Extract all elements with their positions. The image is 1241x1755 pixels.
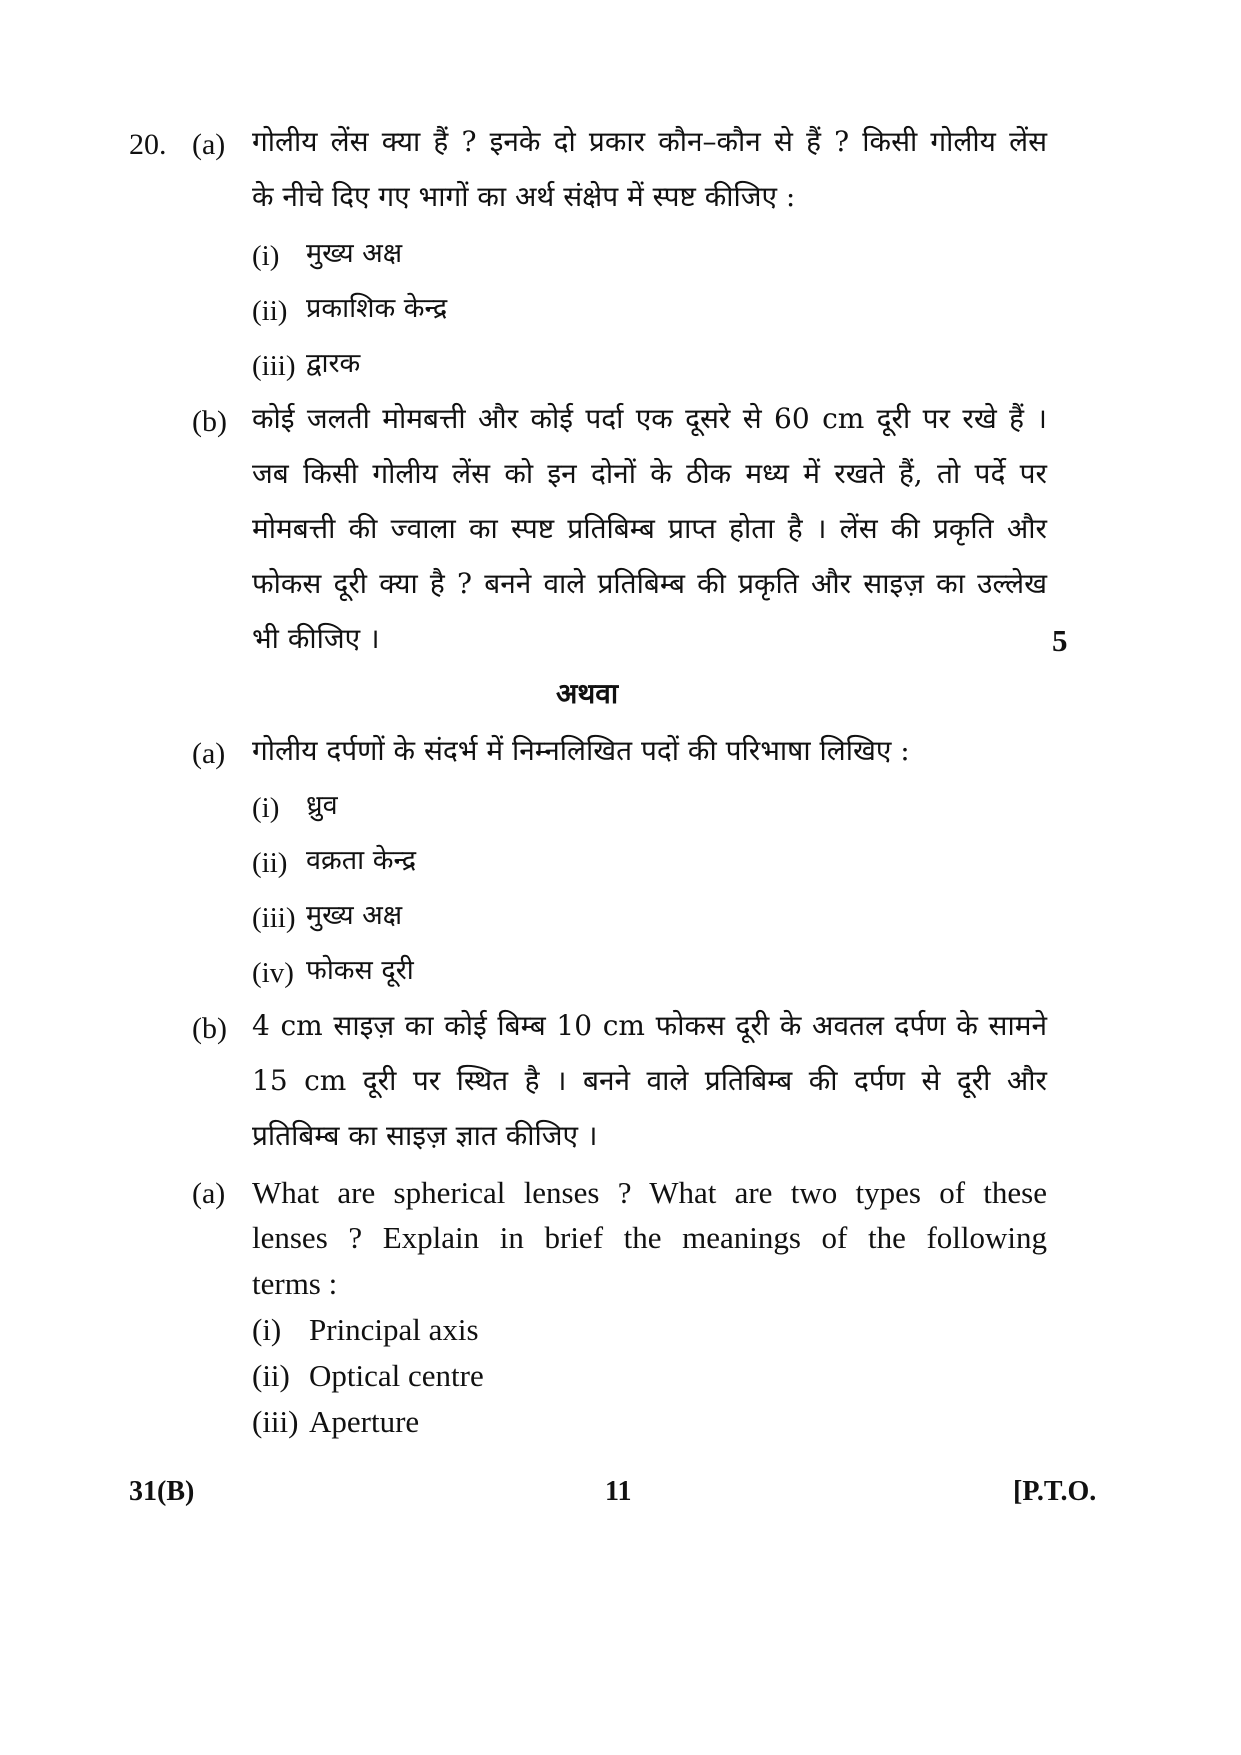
footer-page-number: 11 <box>605 1476 632 1507</box>
part-a-hindi-line-1: गोलीय लेंस क्या हैं ? इनके दो प्रकार कौन–कौन से हैं ? किसी गोलीय लेंस <box>252 125 1047 158</box>
alt-part-a-item-label: (i) <box>252 792 280 824</box>
part-b-hindi-line: कोई जलती मोमबत्ती और कोई पर्दा एक दूसरे से 60 cm दूरी पर रखे हैं । <box>252 402 1047 435</box>
part-b-hindi-line: जब किसी गोलीय लेंस को इन दोनों के ठीक मध्य में रखते हैं, तो पर्दे पर <box>252 457 1047 490</box>
part-b-hindi-line: फोकस दूरी क्या है ? बनने वाले प्रतिबिम्ब की प्रकृति और साइज़ का उल्लेख <box>252 567 1047 600</box>
part-a-hindi-line-2: के नीचे दिए गए भागों का अर्थ संक्षेप में स्पष्ट कीजिए : <box>252 180 796 213</box>
part-a-item-label: (iii) <box>252 350 296 382</box>
english-part-a-line: What are spherical lenses ? What are two types of these <box>252 1175 1047 1210</box>
question-number: 20. <box>129 128 167 161</box>
footer-pto: [P.T.O. <box>1013 1476 1097 1507</box>
footer-code: 31(B) <box>129 1476 195 1507</box>
alt-part-b-line: प्रतिबिम्ब का साइज़ ज्ञात कीजिए । <box>252 1119 598 1152</box>
english-item-label: (iii) <box>252 1404 299 1439</box>
part-a-item-label: (i) <box>252 240 280 272</box>
english-part-a-line: lenses ? Explain in brief the meanings of the following <box>252 1220 1047 1255</box>
alt-part-a-item-text: वक्रता केन्द्र <box>306 845 417 876</box>
english-item-text: Principal axis <box>309 1312 479 1347</box>
alt-part-a-label: (a) <box>192 737 226 770</box>
alt-part-b-line: 15 cm दूरी पर स्थित है । बनने वाले प्रतिबिम्ब की दर्पण से दूरी और <box>252 1064 1047 1097</box>
part-a-item-text: द्वारक <box>306 348 361 379</box>
alt-part-a-item-text: ध्रुव <box>306 790 338 821</box>
alt-part-a-item-text: मुख्य अक्ष <box>306 900 403 931</box>
english-item-label: (i) <box>252 1312 282 1347</box>
alt-part-a-item-label: (iii) <box>252 902 296 934</box>
alt-part-b-label: (b) <box>192 1012 227 1045</box>
alt-part-a-item-label: (ii) <box>252 847 288 879</box>
part-b-hindi-line: भी कीजिए । <box>252 622 380 655</box>
part-a-item-text: प्रकाशिक केन्द्र <box>306 293 448 324</box>
part-b-hindi-line: मोमबत्ती की ज्वाला का स्पष्ट प्रतिबिम्ब प्राप्त होता है । लेंस की प्रकृति और <box>252 512 1047 545</box>
part-a-item-text: मुख्य अक्ष <box>306 238 403 269</box>
marks: 5 <box>1052 623 1068 658</box>
alt-part-b-line: 4 cm साइज़ का कोई बिम्ब 10 cm फोकस दूरी के अवतल दर्पण के सामने <box>252 1009 1047 1042</box>
english-part-a-label: (a) <box>192 1177 226 1210</box>
or-separator: अथवा <box>556 677 619 710</box>
part-a-item-label: (ii) <box>252 295 288 327</box>
part-b-label: (b) <box>192 405 227 438</box>
alt-part-a-item-text: फोकस दूरी <box>306 955 414 986</box>
alt-part-a-line: गोलीय दर्पणों के संदर्भ में निम्नलिखित पदों की परिभाषा लिखिए : <box>252 734 910 767</box>
english-item-label: (ii) <box>252 1358 290 1393</box>
english-item-text: Aperture <box>309 1404 420 1439</box>
alt-part-a-item-label: (iv) <box>252 957 294 989</box>
part-a-label: (a) <box>192 128 226 161</box>
english-part-a-line: terms : <box>252 1266 338 1301</box>
english-item-text: Optical centre <box>309 1358 484 1393</box>
